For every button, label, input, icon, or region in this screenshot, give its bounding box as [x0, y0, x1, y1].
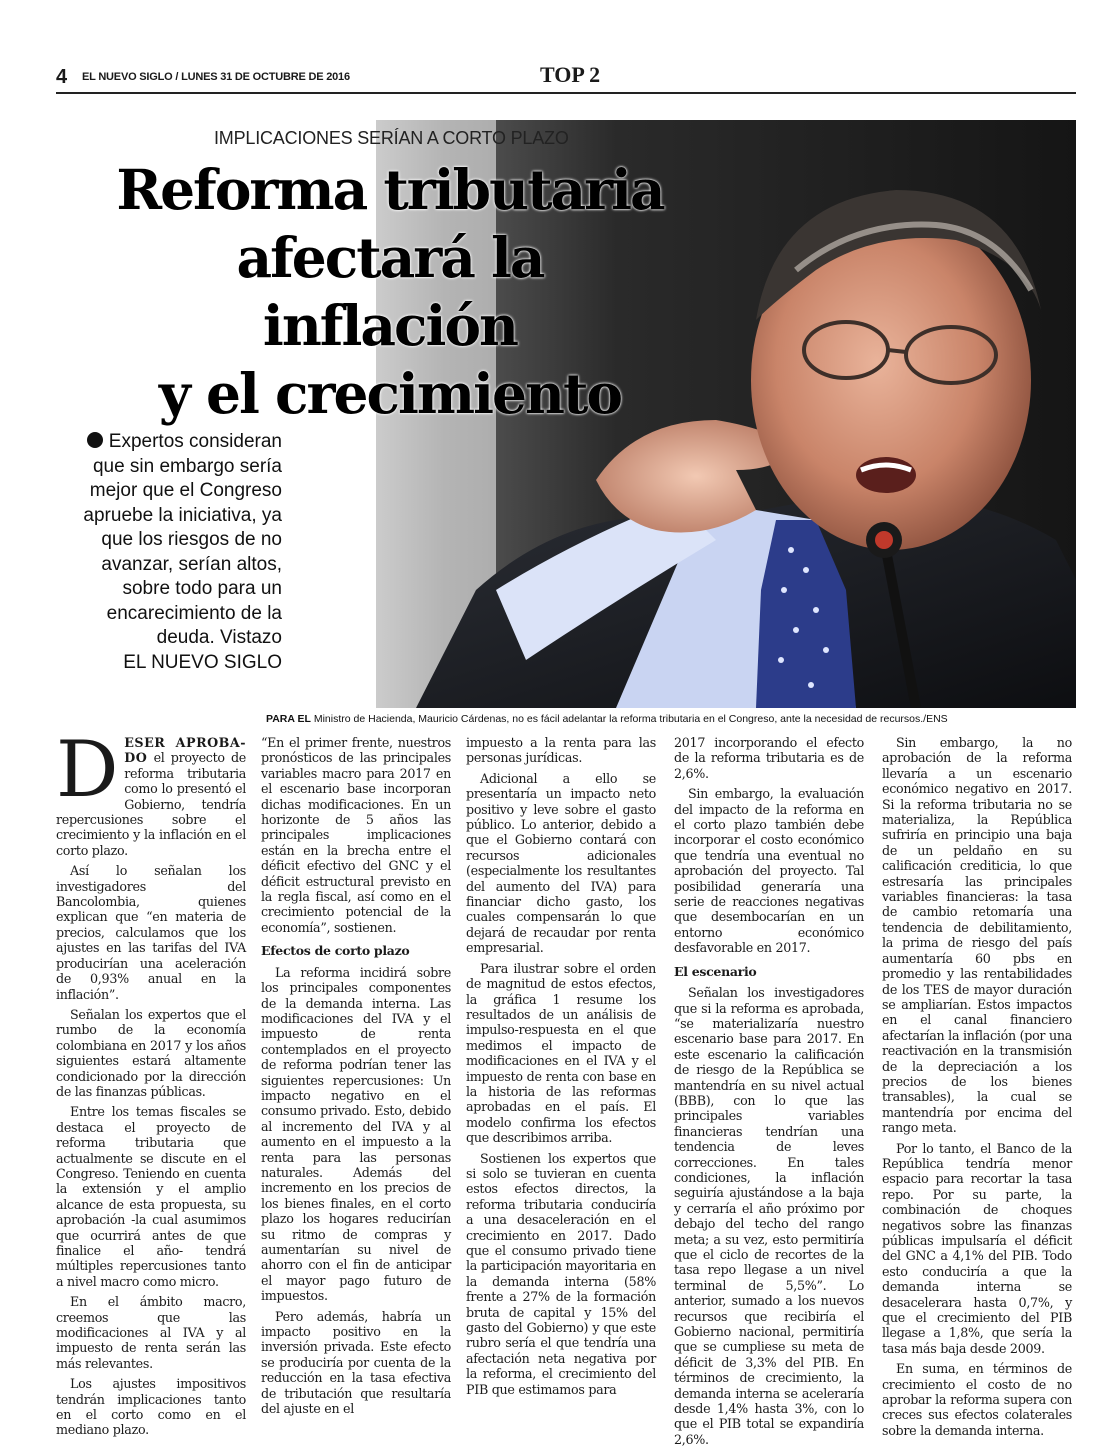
paragraph: “En el primer frente, nuestros pronósticos de las principales variables macro para 2017 en el escenario base incorporan dichas modificaciones. En un horizonte de 5 años las principales implicaciones están en la brecha entre el déficit efectivo del GNC y el déficit estructural previsto en la regla fiscal, así como en el crecimiento potencial de la economía”, sostienen. [261, 735, 451, 935]
headline-line-2: afectará la inflación [236, 225, 544, 358]
paragraph: Señalan los investigadores que si la reforma es aprobada, “se materializaría nuestro escenario base para 2017. En este escenario la calificación de riesgo de la República se mantendría en su nivel actual (BBB), con lo que las principales variables financieras tendrían una tendencia de leves correcciones. En tales condiciones, la inflación seguiría ajustándose a la baja y cerraría el año próximo por debajo del techo del rango meta; a su vez, esto permitiría que el ciclo de recortes de la tasa repo llegase a un nivel terminal de 5,5%”. Lo anterior, sumado a los nuevos recursos que recibiría el Gobierno nacional, permitiría que se cumpliese su meta de déficit de 3,3% del PIB. En términos de crecimiento, la demanda interna se aceleraría desde 1,4% hasta 3%, con lo que el PIB total se expandiría 2,6%. [674, 985, 864, 1447]
lead-text: Expertos consideran que sin embargo sería mejor que el Congreso apruebe la iniciativa, ya que los riesgos de no avanzar, serían altos, sobre todo para un encarecimiento de la deuda. Vistazo [83, 431, 282, 648]
photo-caption [266, 713, 948, 725]
paragraph: Entre los temas fiscales se destaca el proyecto de reforma tributaria que actualmente se discute en el Congreso. Teniendo en cuenta la extensión y el amplio alcance de esta propuesta, su aprobación -la cual asumimos que ocurrirá antes de que finalice el año- tendrá múltiples repercusiones tanto a nivel macro como micro. [56, 1104, 246, 1289]
page-number: 4 [56, 66, 68, 88]
paragraph: Pero además, habría un impacto positivo en la inversión privada. Este efecto se produciría por cuenta de la reducción en la tasa efectiva de tributación que resultaría del ajuste en el [261, 1308, 451, 1417]
column-1 [56, 725, 246, 1443]
caption-lead: PARA EL [266, 713, 311, 725]
paragraph: DESER APROBA-DO el proyecto de reforma tributaria como lo presentó el Gobierno, tendría repercusiones sobre el crecimiento y la inflación en el corto plazo. [56, 725, 246, 858]
paragraph: La reforma incidirá sobre los principales componentes de la demanda interna. Las modificaciones del IVA y el impuesto de renta contemplados en el proyecto de reforma podrían tener las siguientes repercusiones: Un impacto negativo en el consumo privado. Esto, debido al incremento del IVA y al aumento en el impuesto a la renta para las personas naturales. Además del incremento en los precios de los bienes finales, en el corto plazo los hogares reducirían su ritmo de compras y aumentarían su nivel de ahorro con el fin de anticipar el mayor pago futuro de impuestos. [261, 964, 451, 1304]
paragraph: Así lo señalan los investigadores del Bancolombia, quienes explican que “en materia de precios, calculamos que los ajustes en las tarifas del IVA producirían una aceleración de 0,93% anual en la inflación”. [56, 863, 246, 1002]
paragraph: Por lo tanto, el Banco de la República tendría menor espacio para recortar la tasa repo. Por su parte, la combinación de choques negativos sobre las finanzas públicas impulsaría el déficit del GNC a 4,1% del PIB. Todo esto conduciría a que la demanda interna se desacelerara hasta 0,7%, y que el crecimiento del PIB llegase a 1,8%, que sería la tasa más baja desde 2009. [882, 1140, 1072, 1356]
caption-text: Ministro de Hacienda, Mauricio Cárdenas, no es fácil adelantar la reforma tributaria en el Congreso, ante la necesidad de recursos./ENS [313, 713, 948, 725]
paragraph: impuesto a la renta para las personas jurídicas. [466, 735, 656, 766]
bullet-dot-icon [87, 432, 103, 448]
article-body [56, 725, 1076, 1447]
column-3 [466, 735, 656, 1402]
column-4 [674, 735, 864, 1452]
column-5 [882, 735, 1072, 1443]
header-rule [56, 92, 1076, 94]
publication-dateline: EL NUEVO SIGLO / LUNES 31 DE OCTUBRE DE 2016 [82, 71, 350, 83]
paragraph: En suma, en términos de crecimiento el costo de no aprobar la reforma supera con creces sus efectos colaterales sobre la demanda interna. [882, 1361, 1072, 1438]
headline [110, 156, 670, 428]
paragraph: Sostienen los expertos que si solo se tuvieran en cuenta estos efectos directos, la reforma tributaria conduciría a una desaceleración en el crecimiento en 2017. Dado que el consumo privado tiene la participación mayoritaria en la demanda interna (58% frente a 27% de la formación bruta de capital y 15% del gasto del Gobierno) y que este rubro sería el que tendría una afectación neta negativa por la reforma, el crecimiento del PIB que estimamos para [466, 1150, 656, 1397]
subheading: El escenario [674, 963, 757, 979]
paragraph: Adicional a ello se presentaría un impacto neto positivo y leve sobre el gasto público. Lo anterior, debido a que el Gobierno contará con recursos adicionales (especialmente los resultantes del aumento del IVA) para financiar dicho gasto, los cuales compensarán lo que dejará de recaudar por renta empresarial. [466, 770, 656, 956]
drop-cap-word: ESER APROBA-DO [124, 735, 246, 766]
column-2 [261, 735, 451, 1421]
paragraph: Para ilustrar sobre el orden de magnitud de estos efectos, la gráfica 1 resume los resultados de un análisis de impulso-respuesta en el que medimos el impacto de modificaciones en el IVA y el impuesto de renta con base en la historia de las reformas aprobadas en el país. El modelo confirma los efectos que describimos arriba. [466, 960, 656, 1146]
lead-source: EL NUEVO SIGLO [123, 651, 282, 673]
paragraph: Sin embargo, la no aprobación de la reforma llevaría a un escenario económico negativo en 2017. Si la reforma tributaria no se materializa, la República sufriría en principio una baja de un peldaño en su calificación crediticia, lo que estresaría las principales variables financieras: la tasa de cambio retomaría una tendencia de debilitamiento, la prima de riesgo del país aumentaría 60 pbs en promedio y las rentabilidades de los TES de mayor duración se ampliarían. Estos impactos en el canal financiero afectarían la inflación (por una reactivación en la transmisión de la depreciación a los precios de los bienes transables), la cual se mantendría por encima del rango meta. [882, 735, 1072, 1136]
headline-kicker: IMPLICACIONES SERÍAN A CORTO PLAZO [214, 128, 569, 148]
section-label: TOP 2 [540, 62, 601, 87]
lead-summary [72, 430, 282, 675]
headline-line-3: y el crecimiento [158, 361, 622, 426]
paragraph: 2017 incorporando el efecto de la reforma tributaria es de 2,6%. [674, 735, 864, 781]
paragraph: Sin embargo, la evaluación del impacto de la reforma en el corto plazo también debe incorporar el costo económico que tendría una eventual no aprobación del proyecto. Tal posibilidad generaría una serie de reacciones negativas que desembocarían en un entorno económico desfavorable en 2017. [674, 786, 864, 956]
subheading: Efectos de corto plazo [261, 943, 410, 959]
paragraph: Los ajustes impositivos tendrán implicaciones tanto en el corto como en el mediano plazo. [56, 1376, 246, 1438]
page-header [56, 62, 1076, 92]
headline-line-1: Reforma tributaria [116, 157, 664, 222]
drop-cap: D [56, 725, 119, 815]
paragraph: En el ámbito macro, creemos que las modificaciones al IVA y al impuesto de renta serán las más relevantes. [56, 1294, 246, 1371]
paragraph: Señalan los expertos que el rumbo de la economía colombiana en 2017 y los años siguientes estará altamente condicionado por la dirección de las finanzas públicas. [56, 1006, 246, 1099]
